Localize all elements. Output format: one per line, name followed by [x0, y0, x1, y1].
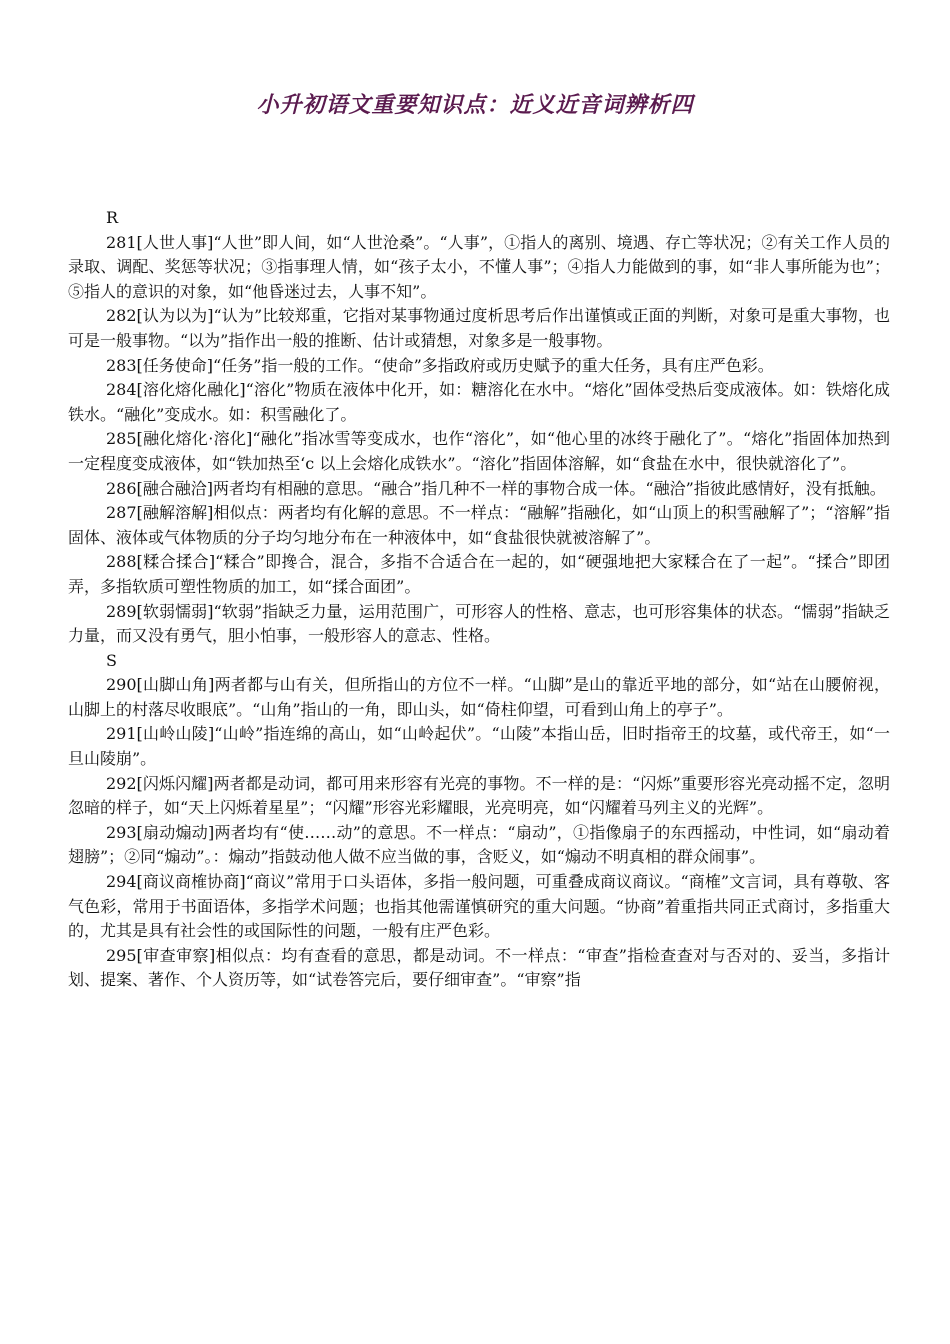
entry-285: 285[融化熔化·溶化]“融化”指冰雪等变成水，也作“溶化”，如“他心里的冰终于融化了”。“熔化”指固体加热到一定程度变成液体，如“铁加热至‘c 以上会熔化成铁水”。“溶化”指固体溶解，如“食盐在水中，很快就溶化了”。 — [68, 429, 890, 473]
entry-294: 294[商议商榷协商]“商议”常用于口头语体，多指一般问题，可重叠成商议商议。“商榷”文言词，具有尊敬、客气色彩，常用于书面语体，多指学术问题；也指其他需谨慎研究的重大问题。“协商”着重指共同正式商讨，多指重大的，尤其是具有社会性的或国际性的问题，一般有庄严色彩。 — [68, 872, 890, 941]
entry-281: 281[人世人事]“人世”即人间，如“人世沧桑”。“人事”，①指人的离别、境遇、存亡等状况；②有关工作人员的录取、调配、奖惩等状况；③指事理人情，如“孩子太小，不懂人事”；④指人力能做到的事，如“非人事所能为也”；⑤指人的意识的对象，如“他昏迷过去，人事不知”。 — [68, 232, 890, 301]
entry-286: 286[融合融洽]两者均有相融的意思。“融合”指几种不一样的事物合成一体。“融洽”指彼此感情好，没有抵触。 — [106, 478, 886, 498]
page-title: 小升初语文重要知识点：近义近音词辨析四 — [256, 93, 694, 118]
entry-290: 290[山脚山角]两者都与山有关，但所指山的方位不一样。“山脚”是山的靠近平地的部分，如“站在山腰俯视，山脚上的村落尽收眼底”。“山角”指山的一角，即山头，如“倚柱仰望，可看到山角上的亭子”。 — [68, 675, 890, 719]
entry-295: 295[审查审察]相似点：均有查看的意思，都是动词。不一样点：“审查”指检查查对与否对的、妥当，多指计划、提案、著作、个人资历等，如“试卷答完后，要仔细审查”。“审察”指 — [68, 945, 890, 990]
entry-282: 282[认为以为]“认为”比较郑重，它指对某事物通过度析思考后作出谨慎或正面的判断，对象可是重大事物，也可是一般事物。“以为”指作出一般的推断、估计或猜想，对象多是一般事物。 — [68, 306, 890, 350]
section-letter-r: R — [106, 208, 119, 227]
entry-293: 293[扇动煽动]两者均有“使……动”的意思。不一样点：“扇动”，①指像扇子的东西摇动，中性词，如“扇动着翅膀”；②同“煽动”。：煽动”指鼓动他人做不应当做的事，含贬义，如“煽动不明真相的群众闹事”。 — [68, 822, 890, 867]
section-letter-s: S — [106, 650, 117, 670]
entry-292: 292[闪烁闪耀]两者都是动词，都可用来形容有光亮的事物。不一样的是：“闪烁”重要形容光亮动摇不定，忽明忽暗的样子，如“天上闪烁着星星”；“闪耀”形容光彩耀眼，光亮明亮，如“闪耀着马列主义的光辉”。 — [68, 773, 890, 818]
entry-288: 288[糅合揉合]“糅合”即搀合，混合，多指不合适合在一起的，如“硬强地把大家糅合在了一起”。“揉合”即团弄，多指软质可塑性物质的加工，如“揉合面团”。 — [68, 552, 890, 596]
entry-291: 291[山岭山陵]“山岭”指连绵的高山，如“山岭起伏”。“山陵”本指山岳，旧时指帝王的坟墓，或代帝王，如“一旦山陵崩”。 — [68, 724, 890, 769]
entry-284: 284[溶化熔化融化]“溶化”物质在液体中化开，如：糖溶化在水中。“熔化”固体受热后变成液体。如：铁熔化成铁水。“融化”变成水。如：积雪融化了。 — [68, 380, 890, 424]
entry-283: 283[任务使命]“任务”指一般的工作。“使命”多指政府或历史赋予的重大任务，具有庄严色彩。 — [106, 355, 774, 375]
entry-287: 287[融解溶解]相似点：两者均有化解的意思。不一样点：“融解”指融化，如“山顶上的积雪融解了”；“溶解”指固体、液体或气体物质的分子均匀地分布在一种液体中，如“食盐很快就被溶解了”。 — [68, 503, 890, 547]
entry-289: 289[软弱懦弱]“软弱”指缺乏力量，运用范围广，可形容人的性格、意志，也可形容集体的状态。“懦弱”指缺乏力量，而又没有勇气，胆小怕事，一般形容人的意志、性格。 — [68, 601, 890, 646]
document-body — [68, 206, 890, 993]
